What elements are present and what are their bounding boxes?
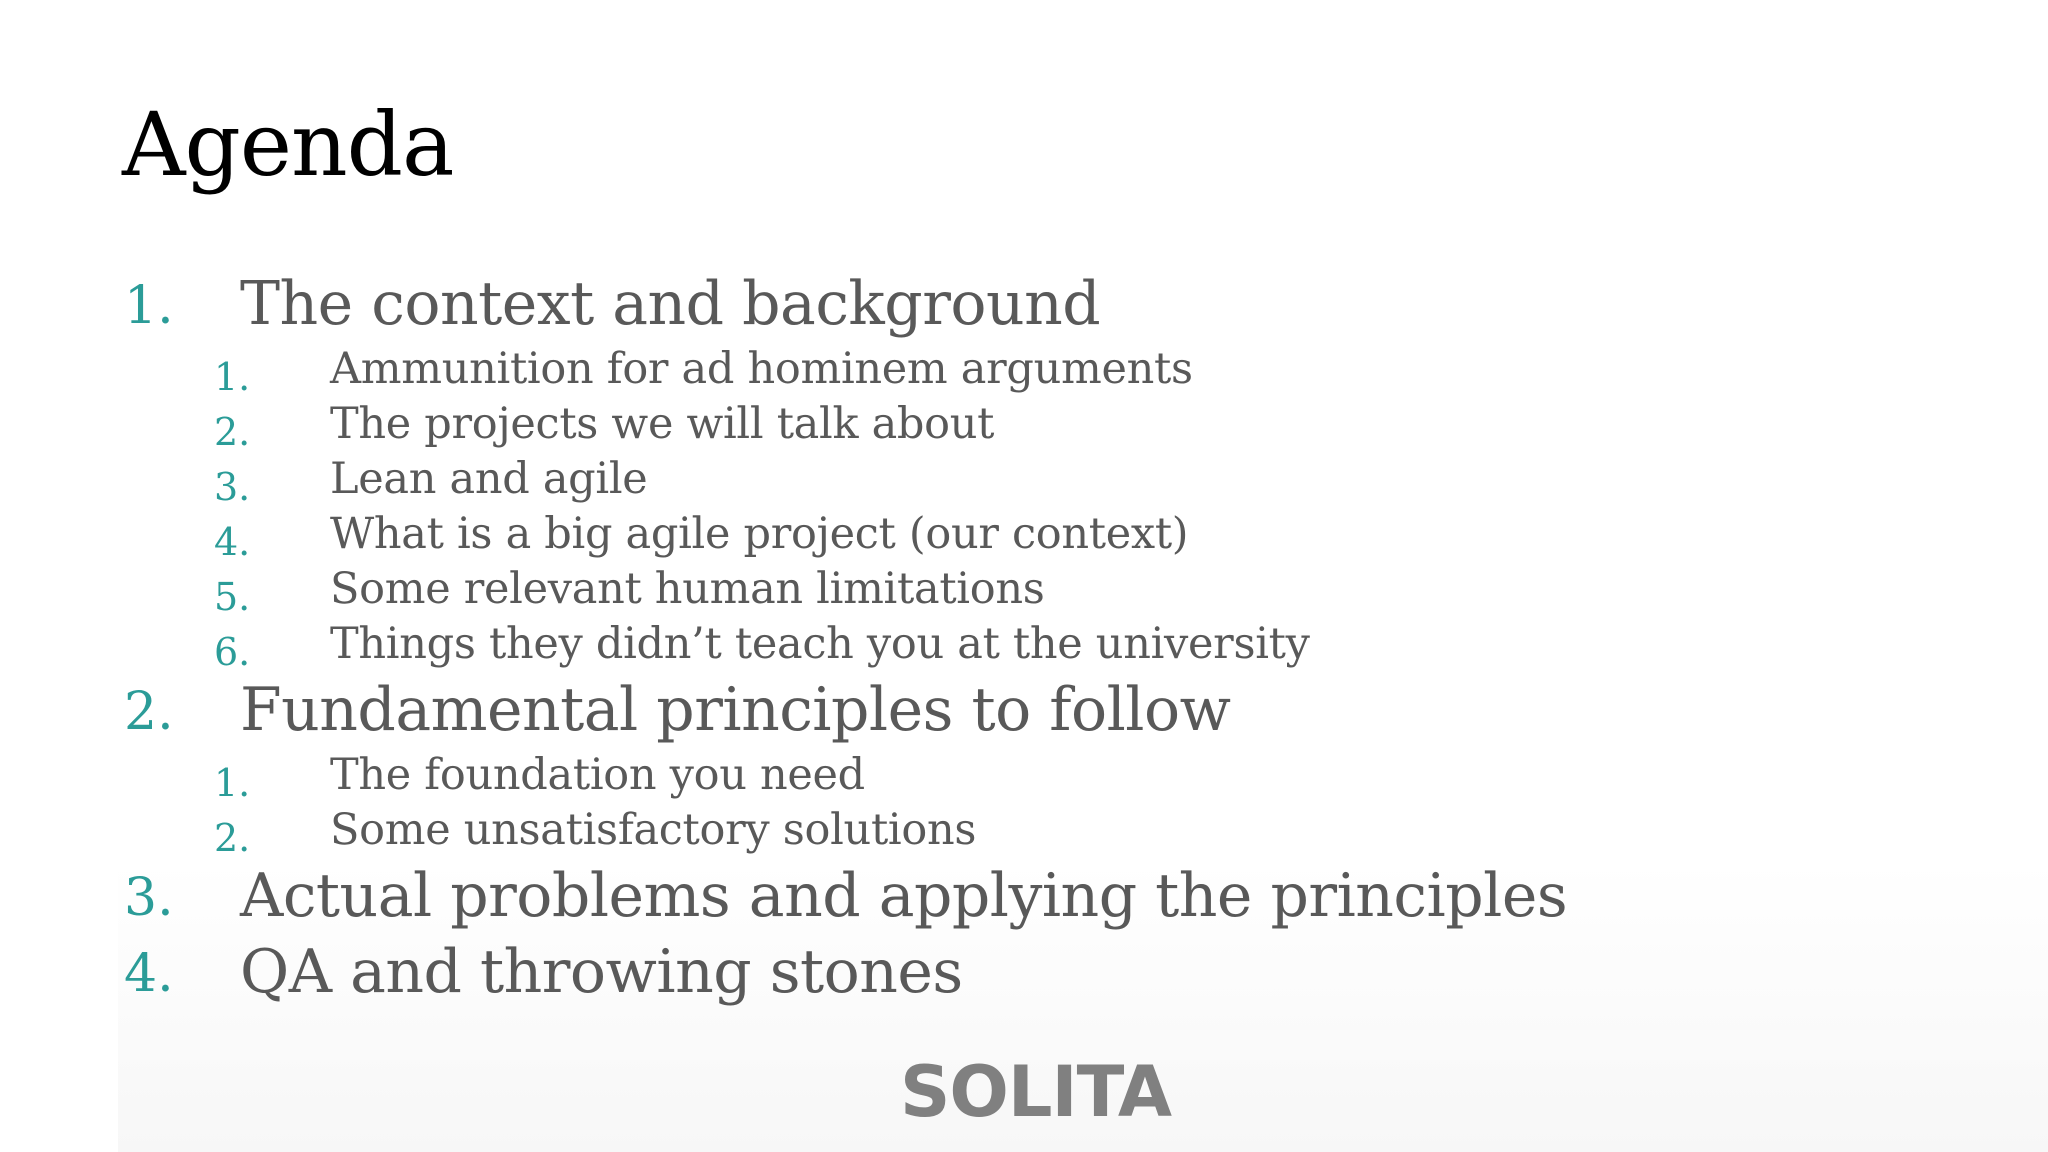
agenda-subitem-label: Lean and agile <box>330 454 648 504</box>
agenda-item-label: Actual problems and applying the principles <box>240 861 1568 931</box>
agenda-subitem-label: Ammunition for ad hominem arguments <box>330 344 1193 394</box>
agenda-subitem-number: 2. <box>214 816 251 860</box>
solita-logo <box>900 1052 1171 1132</box>
agenda-subitem-label: Things they didn’t teach you at the university <box>330 619 1310 669</box>
agenda-item-number: 1. <box>124 276 174 336</box>
agenda-subitem-number: 2. <box>214 410 251 454</box>
agenda-subitem-label: The foundation you need <box>330 750 865 800</box>
agenda-item-label: The context and background <box>240 269 1101 339</box>
agenda-subitem-label: What is a big agile project (our context) <box>330 509 1189 559</box>
agenda-item <box>0 268 2048 344</box>
agenda-subitem-number: 5. <box>214 575 251 619</box>
agenda-subitem-label: The projects we will talk about <box>330 399 995 449</box>
agenda-item-number: 2. <box>124 682 174 742</box>
agenda-item-label: QA and throwing stones <box>240 937 963 1007</box>
agenda-subitem-number: 6. <box>214 630 251 674</box>
agenda-subitem-number: 3. <box>214 465 251 509</box>
agenda-subitem-number: 1. <box>214 355 251 399</box>
agenda-item-number: 4. <box>124 944 174 1004</box>
agenda-subitem <box>0 619 2048 674</box>
agenda-subitem <box>0 564 2048 619</box>
agenda-subitem-number: 1. <box>214 761 251 805</box>
slide-title: Agenda <box>122 93 454 196</box>
agenda-item-label: Fundamental principles to follow <box>240 675 1231 745</box>
agenda-list <box>0 268 2048 1012</box>
agenda-item <box>0 674 2048 750</box>
agenda-item-number: 3. <box>124 868 174 928</box>
agenda-subitem-number: 4. <box>214 520 251 564</box>
agenda-item <box>0 936 2048 1012</box>
agenda-subitem-label: Some relevant human limitations <box>330 564 1045 614</box>
agenda-subitem <box>0 344 2048 399</box>
agenda-subitem <box>0 454 2048 509</box>
agenda-subitem <box>0 805 2048 860</box>
agenda-subitem-label: Some unsatisfactory solutions <box>330 805 977 855</box>
agenda-subitem <box>0 509 2048 564</box>
agenda-item <box>0 860 2048 936</box>
logo-text: SOLITA <box>900 1051 1172 1133</box>
agenda-subitem <box>0 750 2048 805</box>
agenda-subitem <box>0 399 2048 454</box>
